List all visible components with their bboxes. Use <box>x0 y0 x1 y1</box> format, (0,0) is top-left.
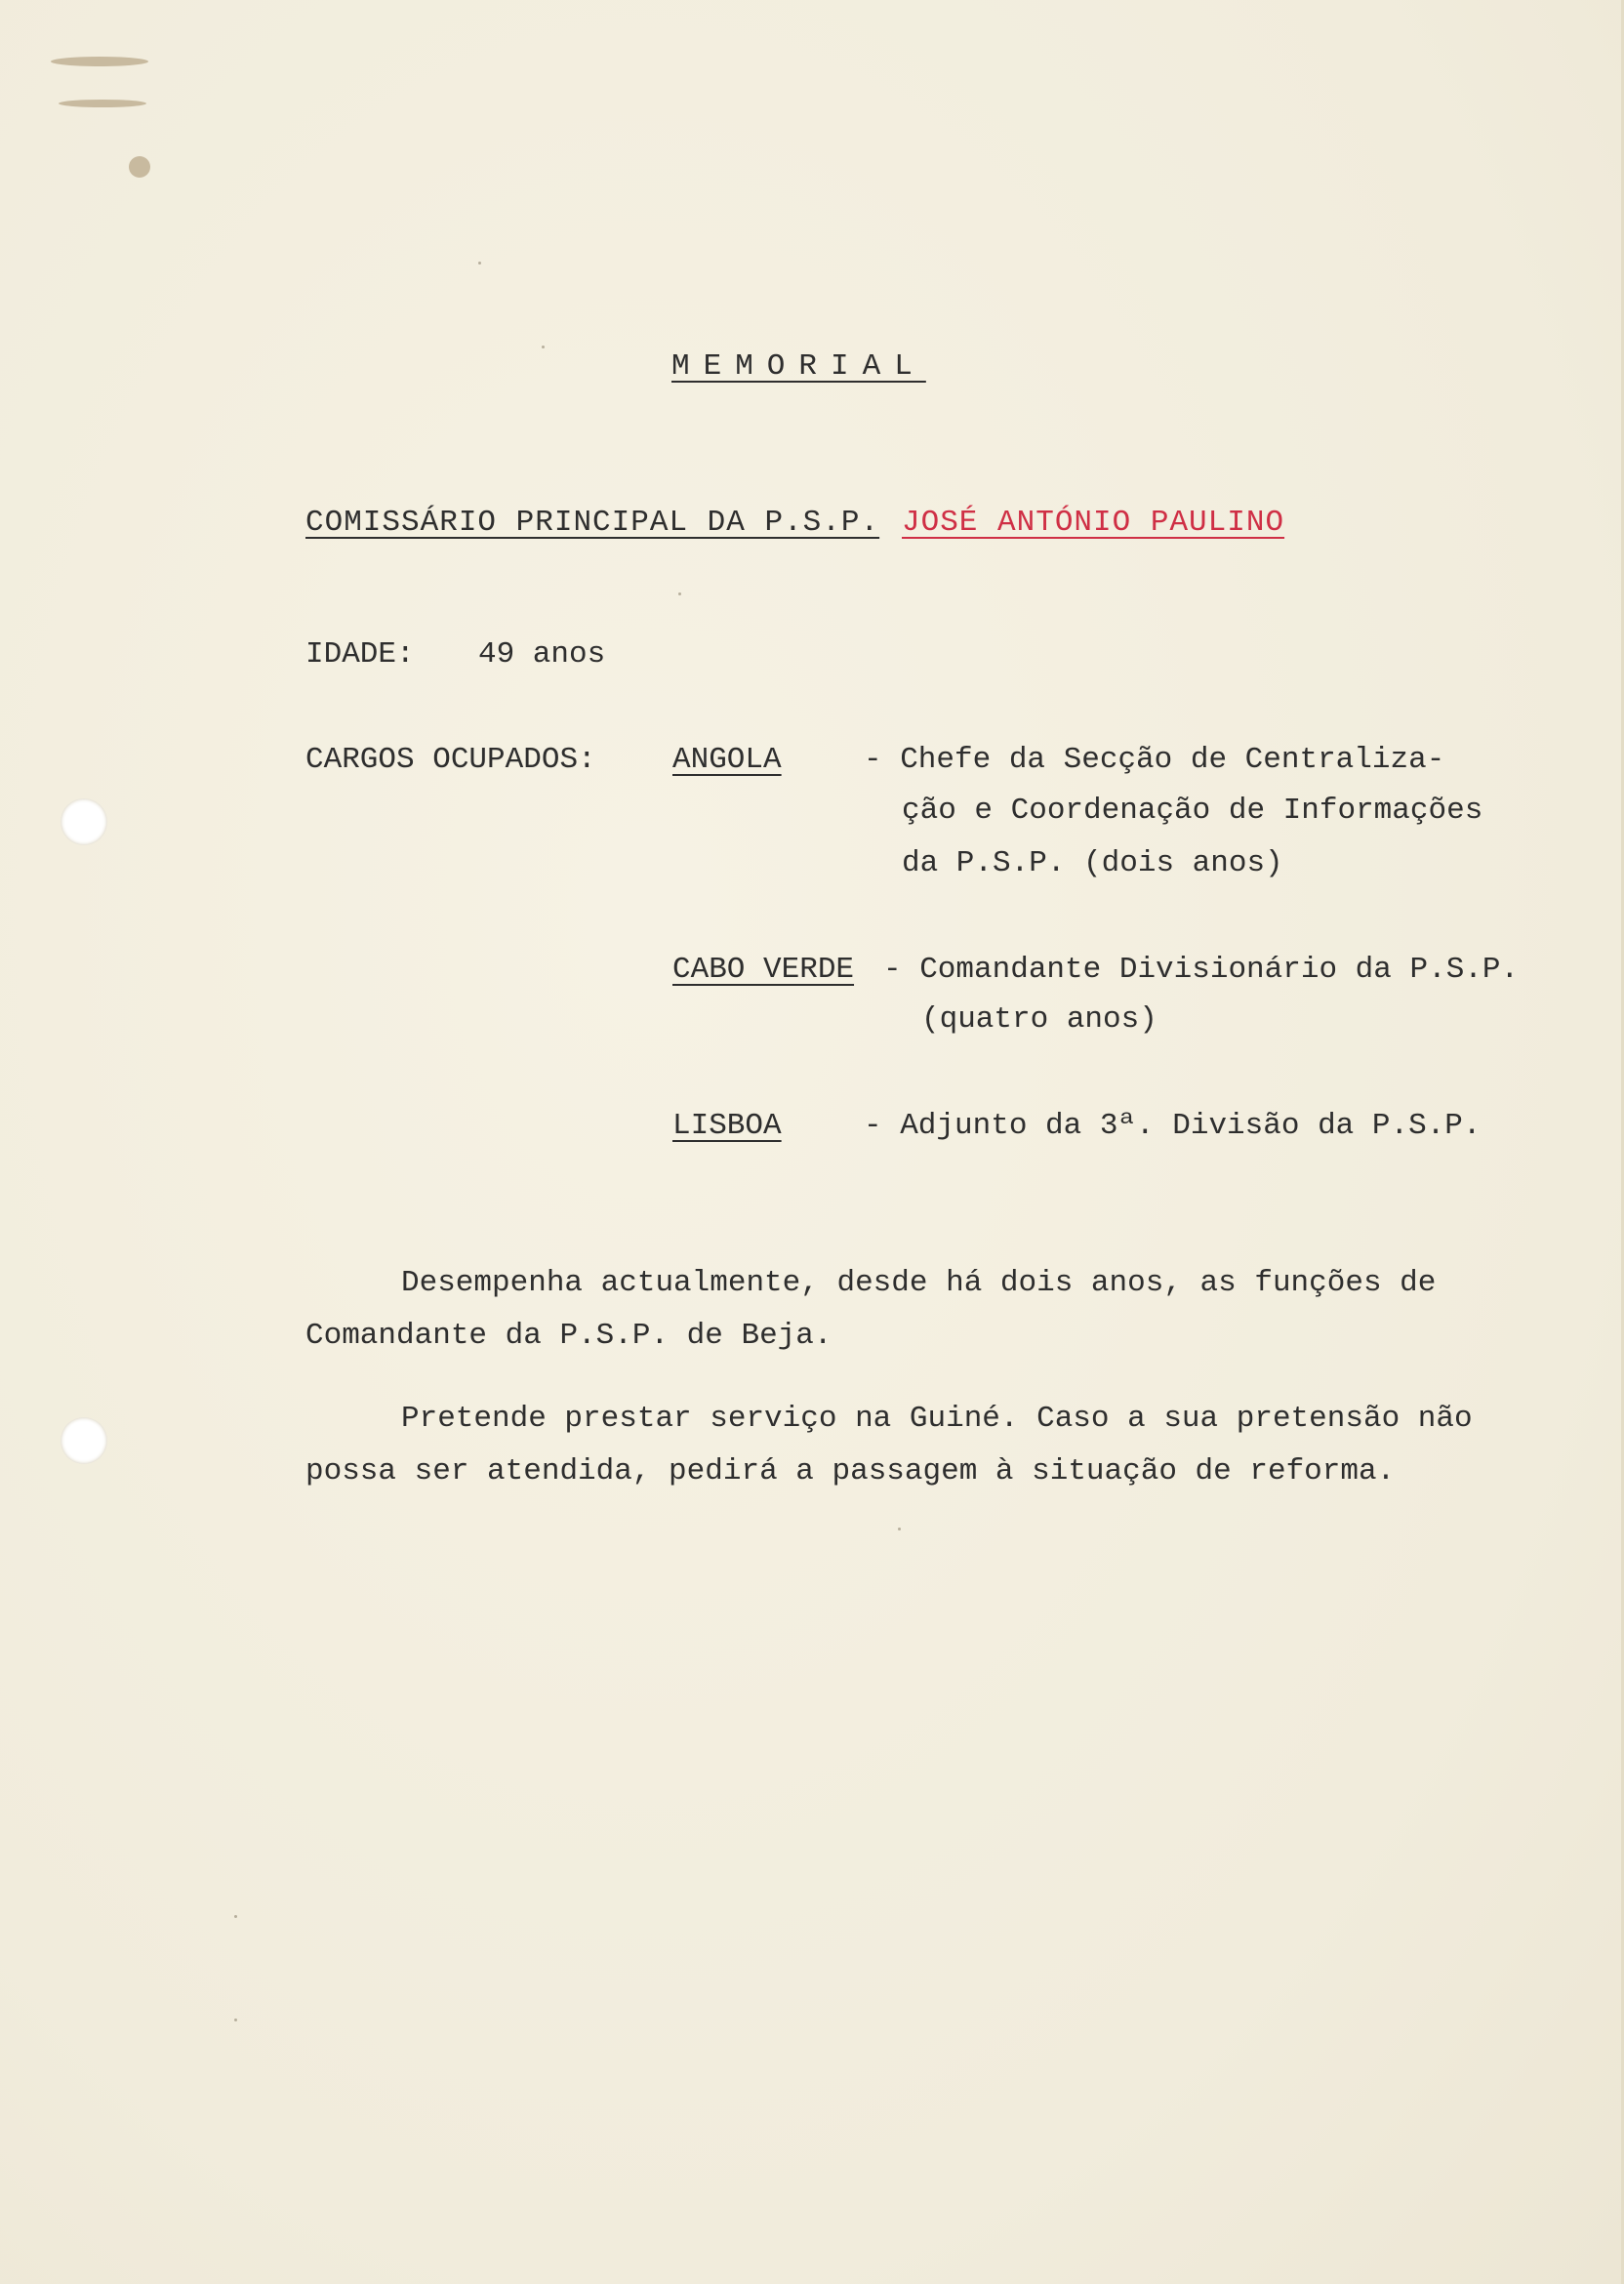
paper-speck <box>234 1915 237 1918</box>
paper-speck <box>898 1528 901 1530</box>
position-line: - Chefe da Secção de Centraliza- <box>864 743 1445 777</box>
positions-label: CARGOS OCUPADOS: <box>305 743 596 777</box>
position-line: (quatro anos) <box>921 1002 1157 1037</box>
paragraph-current-duty-line: Comandante da P.S.P. de Beja. <box>305 1319 832 1353</box>
position-place-lisboa: LISBOA <box>672 1109 782 1143</box>
punch-hole <box>61 1417 107 1464</box>
position-line: da P.S.P. (dois anos) <box>902 846 1283 880</box>
punch-hole <box>61 798 107 845</box>
paper-speck <box>678 592 681 595</box>
paragraph-request-line: possa ser atendida, pedirá a passagem à situação de reforma. <box>305 1454 1396 1489</box>
rust-spot <box>129 156 150 178</box>
age-value: 49 anos <box>478 637 606 672</box>
document-title: MEMORIAL <box>671 349 926 384</box>
subject-name: JOSÉ ANTÓNIO PAULINO <box>902 506 1285 540</box>
age-label: IDADE: <box>305 637 415 672</box>
position-line: ção e Coordenação de Informações <box>902 794 1483 828</box>
paper-speck <box>542 346 545 348</box>
paragraph-current-duty-line: Desempenha actualmente, desde há dois anos, as funções de <box>401 1266 1437 1300</box>
subject-rank: COMISSÁRIO PRINCIPAL DA P.S.P. <box>305 506 880 540</box>
staple-mark <box>51 57 148 66</box>
staple-mark <box>59 100 146 107</box>
paragraph-request-line: Pretende prestar serviço na Guiné. Caso a sua pretensão não <box>401 1402 1473 1436</box>
position-line: - Comandante Divisionário da P.S.P. <box>883 953 1520 987</box>
paper-speck <box>478 262 481 265</box>
position-place-angola: ANGOLA <box>672 743 782 777</box>
position-line: - Adjunto da 3ª. Divisão da P.S.P. <box>864 1109 1482 1143</box>
paper-speck <box>234 2019 237 2021</box>
position-place-cabo-verde: CABO VERDE <box>672 953 855 987</box>
